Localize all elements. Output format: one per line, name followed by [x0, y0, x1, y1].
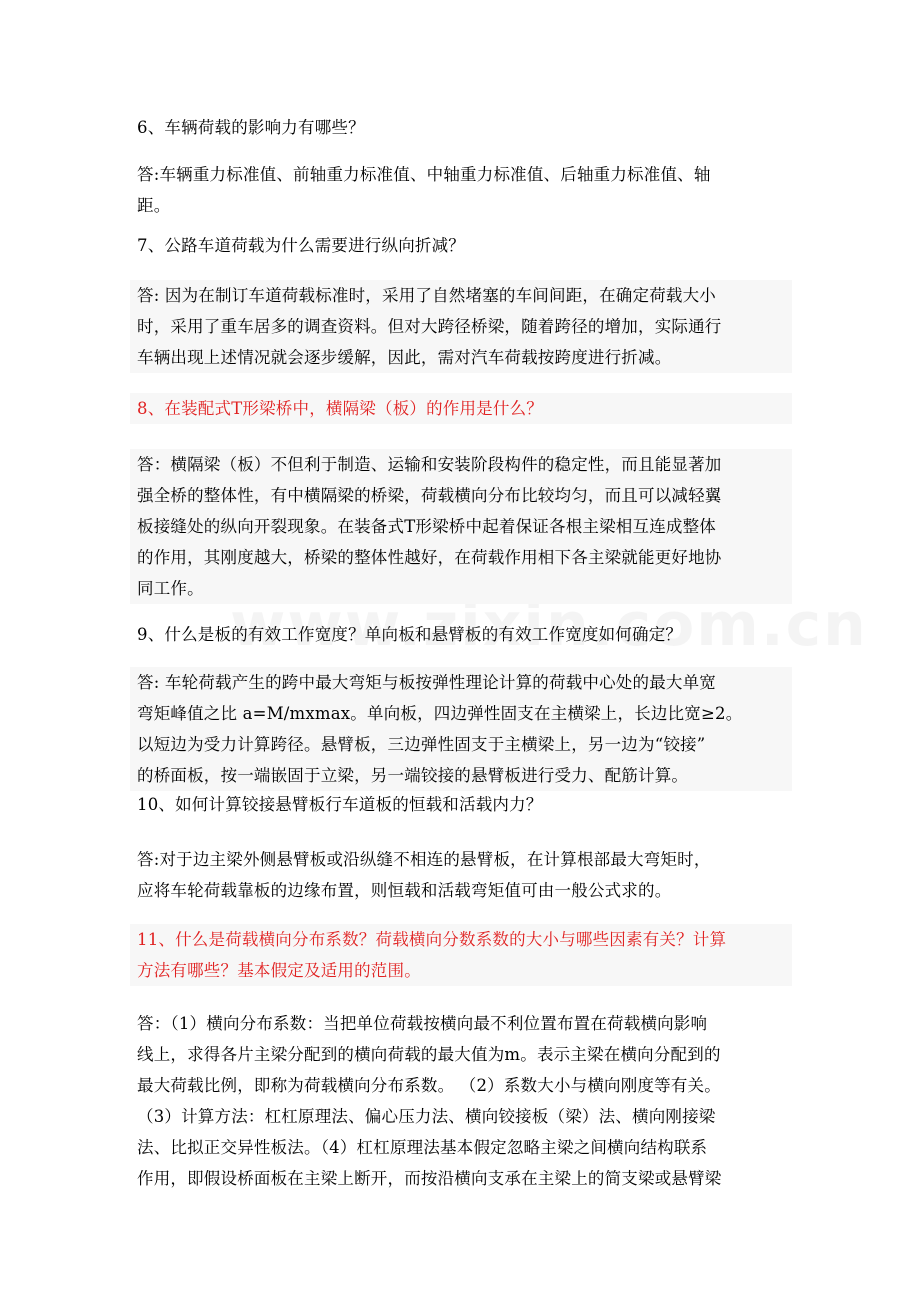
question-line: 方法有哪些？基本假定及适用的范围。 — [137, 961, 421, 980]
answer-line: 应将车轮荷载靠板的边缘布置，则恒载和活载弯矩值可由一般公式求的。 — [137, 881, 672, 900]
answer-7 — [130, 280, 792, 373]
question-line: 11、什么是荷载横向分布系数？荷载横向分数系数的大小与哪些因素有关？计算 — [137, 930, 727, 949]
answer-line: 强全桥的整体性，有中横隔梁的桥梁，荷载横向分布比较均匀，而且可以减轻翼 — [137, 486, 722, 505]
question-10: 10、如何计算铰接悬臂板行车道板的恒载和活载内力？ — [137, 795, 543, 814]
answer-8 — [130, 449, 792, 604]
question-8: 8、在装配式T形梁桥中，横隔梁（板）的作用是什么？ — [130, 393, 792, 424]
answer-line: 以短边为受力计算跨径。悬臂板，三边弹性固支于主横梁上，另一边为“铰接” — [137, 735, 706, 754]
answer-9 — [130, 667, 792, 791]
answer-line: 答:对于边主梁外侧悬臂板或沿纵缝不相连的悬臂板，在计算根部最大弯矩时， — [137, 850, 711, 869]
answer-line: 最大荷载比例，即称为荷载横向分布系数。 （2）系数大小与横向刚度等有关。 — [137, 1076, 721, 1095]
answer-line: 答: 车轮荷载产生的跨中最大弯矩与板按弹性理论计算的荷载中心处的最大单宽 — [137, 673, 717, 692]
answer-line: 答: 因为在制订车道荷载标准时，采用了自然堵塞的车间间距，在确定荷载大小 — [137, 286, 717, 305]
answer-11 — [137, 1008, 785, 1194]
answer-line: （3）计算方法：杠杠原理法、偏心压力法、横向铰接板（梁）法、横向刚接梁 — [137, 1107, 716, 1126]
answer-line: 的作用，其刚度越大，桥梁的整体性越好，在荷载作用相下各主梁就能更好地协 — [137, 548, 722, 567]
answer-line: 车辆出现上述情况就会逐步缓解，因此，需对汽车荷载按跨度进行折减。 — [137, 348, 672, 367]
answer-line: 线上，求得各片主梁分配到的横向荷载的最大值为m。表示主梁在横向分配到的 — [137, 1045, 721, 1064]
answer-line: 答:车辆重力标准值、前轴重力标准值、中轴重力标准值、后轴重力标准值、轴 — [137, 165, 711, 184]
answer-line: 板接缝处的纵向开裂现象。在装备式T形梁桥中起着保证各根主梁相互连成整体 — [137, 517, 717, 536]
answer-6 — [137, 159, 785, 221]
question-11 — [130, 924, 792, 986]
answer-line: 的桥面板，按一端嵌固于立梁，另一端铰接的悬臂板进行受力、配筋计算。 — [137, 766, 689, 785]
question-9: 9、什么是板的有效工作宽度？单向板和悬臂板的有效工作宽度如何确定？ — [137, 625, 683, 644]
answer-line: 弯矩峰值之比 a=M/mxmax。单向板，四边弹性固支在主横梁上，长边比宽≥2。 — [137, 704, 743, 723]
answer-10 — [137, 844, 785, 906]
question-6: 6、车辆荷载的影响力有哪些？ — [137, 118, 365, 137]
answer-line: 答：横隔梁（板）不但利于制造、运输和安装阶段构件的稳定性，而且能显著加 — [137, 455, 722, 474]
answer-line: 时，采用了重车居多的调查资料。但对大跨径桥梁，随着跨径的增加，实际通行 — [137, 317, 722, 336]
answer-line: 距。 — [137, 196, 171, 215]
question-7: 7、公路车道荷载为什么需要进行纵向折减？ — [137, 236, 465, 255]
answer-line: 答：（1）横向分布系数：当把单位荷载按横向最不利位置布置在荷载横向影响 — [137, 1014, 708, 1033]
answer-line: 作用，即假设桥面板在主梁上断开，而按沿横向支承在主梁上的简支梁或悬臂梁 — [137, 1169, 722, 1188]
answer-line: 同工作。 — [137, 579, 204, 598]
answer-line: 法、比拟正交异性板法。（4）杠杠原理法基本假定忽略主梁之间横向结构联系 — [137, 1138, 708, 1157]
